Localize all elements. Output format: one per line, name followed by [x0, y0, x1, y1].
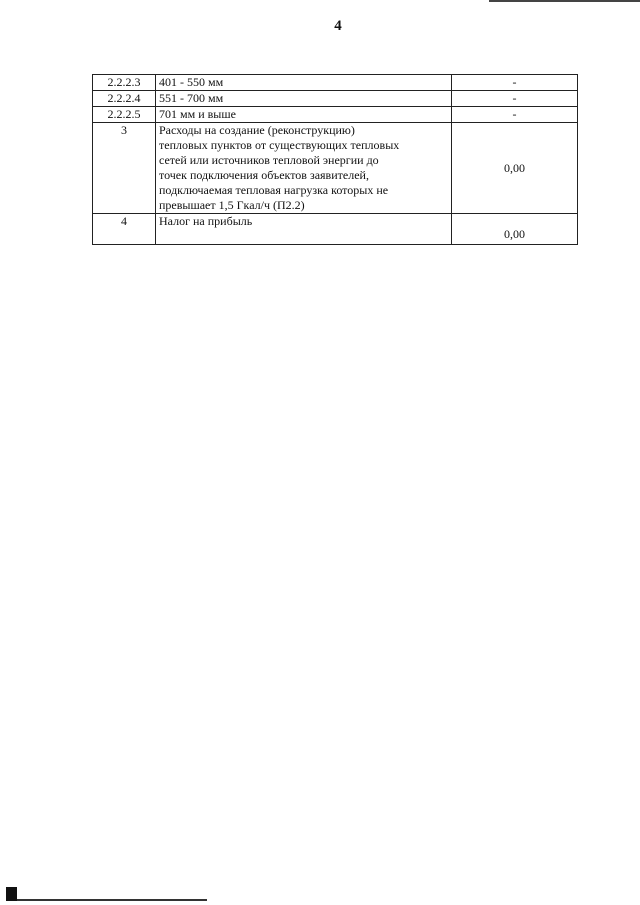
scan-corner-mark [6, 887, 17, 901]
page-number: 4 [334, 18, 342, 34]
row-name-line: тепловых пунктов от существующих тепловых [159, 138, 400, 152]
table-row [93, 123, 578, 214]
row-number: 2.2.2.3 [93, 75, 156, 91]
scan-bottom-line [17, 899, 207, 901]
row-name-line: сетей или источников тепловой энергии до [159, 153, 379, 167]
row-name [156, 123, 452, 214]
row-name-line: превышает 1,5 Гкал/ч (П2.2) [159, 198, 305, 212]
row-value: - [452, 75, 578, 91]
row-name-line: подключаемая тепловая нагрузка которых не [159, 183, 389, 197]
row-name: 401 - 550 мм [156, 75, 452, 91]
row-number: 2.2.2.4 [93, 91, 156, 107]
cost-table [92, 74, 578, 245]
row-value: - [452, 107, 578, 123]
row-value: 0,00 [452, 123, 578, 214]
row-value: - [452, 91, 578, 107]
top-edge-rule [489, 0, 640, 2]
table-row [93, 91, 578, 107]
row-number: 4 [93, 214, 156, 245]
table-row [93, 75, 578, 91]
row-value: 0,00 [452, 214, 578, 245]
row-name: Налог на прибыль [156, 214, 452, 245]
row-name-line: точек подключения объектов заявителей, [159, 168, 369, 182]
row-number: 2.2.2.5 [93, 107, 156, 123]
row-number: 3 [93, 123, 156, 214]
row-name: 701 мм и выше [156, 107, 452, 123]
table-row [93, 107, 578, 123]
table-row [93, 214, 578, 245]
row-name: 551 - 700 мм [156, 91, 452, 107]
row-name-line: Расходы на создание (реконструкцию) [159, 123, 355, 137]
